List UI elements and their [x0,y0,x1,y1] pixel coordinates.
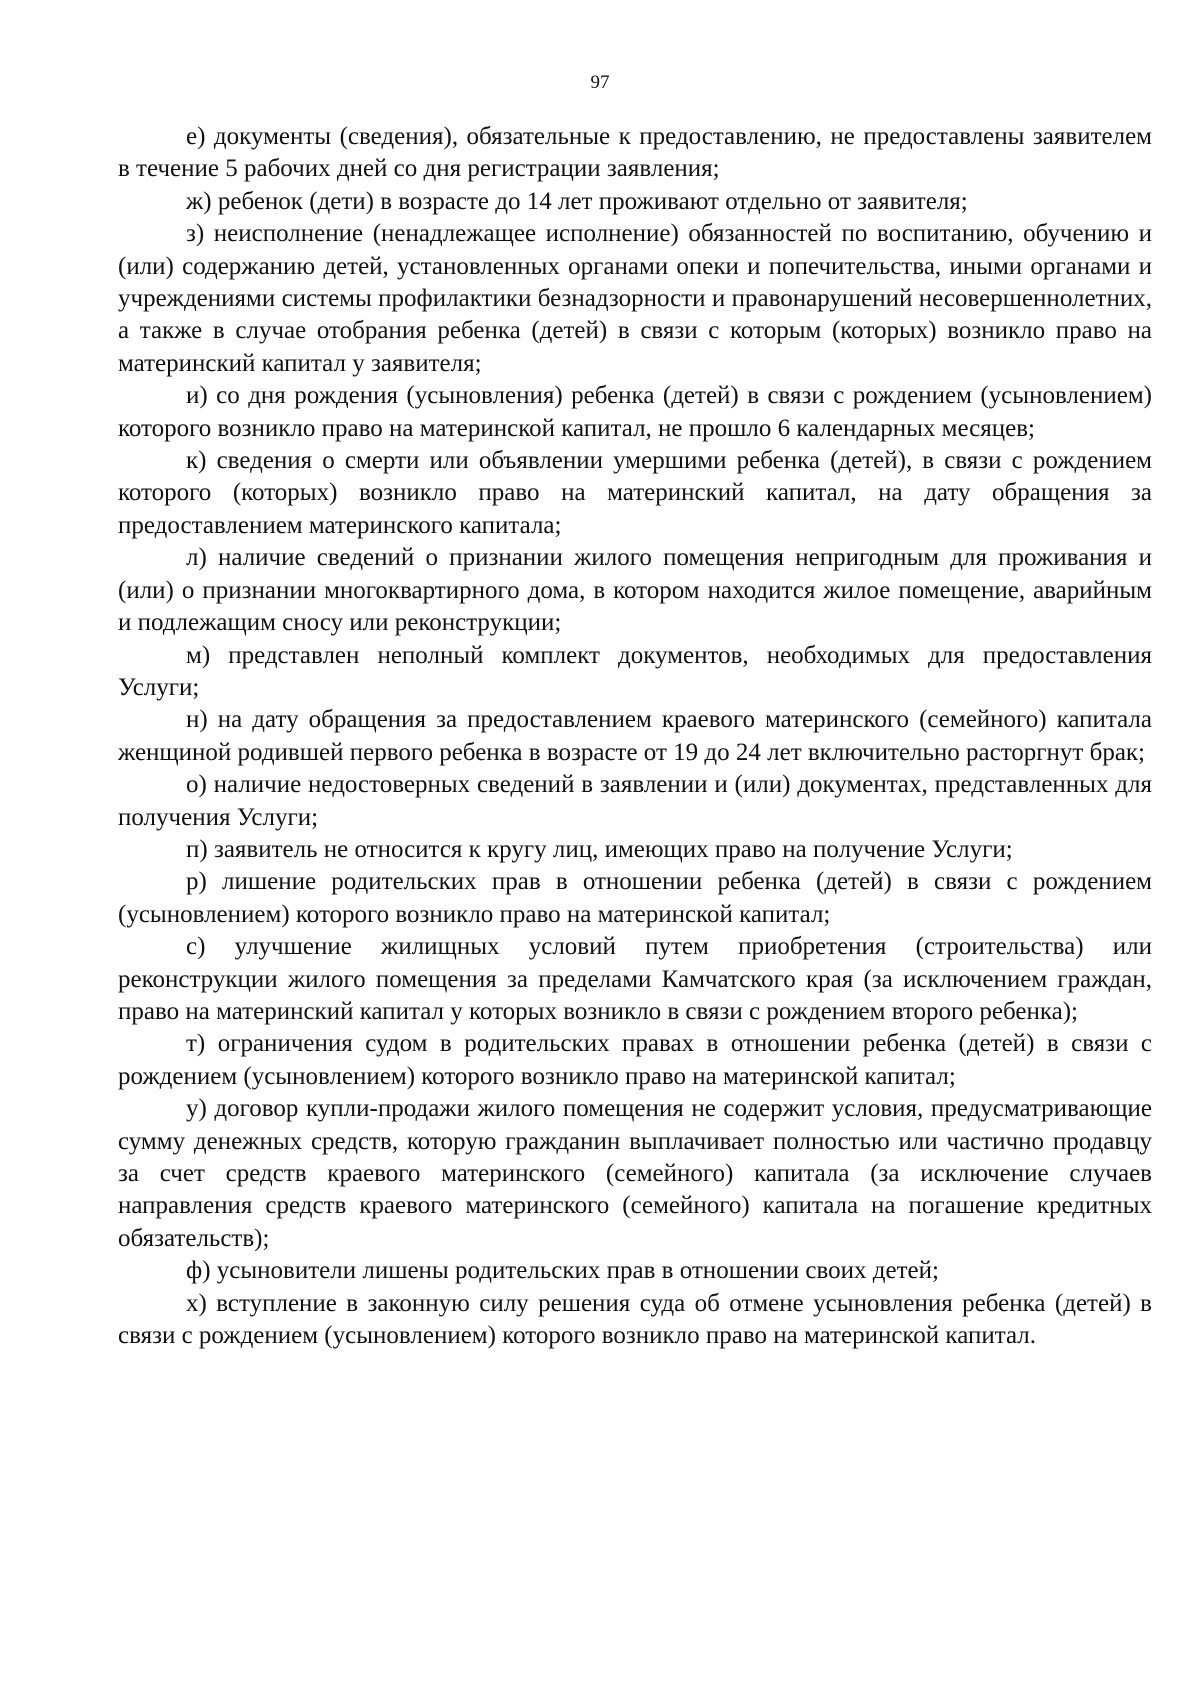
list-item-t: т) ограничения судом в родительских правах в отношении ребенка (детей) в связи с рождением (усыновлением) которого возникло право на материнской капитал; [118,1030,1152,1090]
list-item-f: ф) усыновители лишены родительских прав в отношении своих детей; [186,1257,939,1285]
list-item-k: к) сведения о смерти или объявлении умершими ребенка (детей), в связи с рождением которого (которых) возникло право на материнский капитал, на дату обращения за предоставлением материнского капитала; [118,447,1152,539]
list-item-kh: х) вступление в законную силу решения суда об отмене усыновления ребенка (детей) в связи с рождением (усыновлением) которого возникло право на материнской капитал. [118,1289,1152,1350]
list-item-i: и) со дня рождения (усыновления) ребенка (детей) в связи с рождением (усыновлением) которого возникло право на материнской капитал, не прошло 6 календарных месяцев; [118,382,1152,442]
list-item-o: о) наличие недостоверных сведений в заявлении и (или) документах, представленных для получения Услуги; [118,771,1152,831]
list-item-u: у) договор купли-продажи жилого помещения не содержит условия, предусматривающие сумму денежных средств, которую гражданин выплачивает полностью или частично продавцу за счет средств краевого материнского (семейного) капитала (за исключение случаев направления средств краевого материнского (семейного) капитала на погашение кредитных обязательств); [118,1095,1152,1252]
document-body [118,121,1152,1352]
list-item-e: е) документы (сведения), обязательные к предоставлению, не предоставлены заявителем в течение 5 рабочих дней со дня регистрации заявления; [118,123,1152,183]
list-item-n: н) на дату обращения за предоставлением краевого материнского (семейного) капитала женщиной родившей первого ребенка в возрасте от 19 до 24 лет включительно расторгнут брак; [118,706,1152,766]
list-item-zh: ж) ребенок (дети) в возрасте до 14 лет проживают отдельно от заявителя; [186,187,968,215]
list-item-p: п) заявитель не относится к кругу лиц, имеющих право на получение Услуги; [186,835,1013,863]
list-item-s: с) улучшение жилищных условий путем приобретения (строительства) или реконструкции жилого помещения за пределами Камчатского края (за исключением граждан, право на материнский капитал у которых возникло в связи с рождением второго ребенка); [118,933,1152,1025]
page-number: 97 [590,72,610,93]
list-item-m: м) представлен неполный комплект документов, необходимых для предоставления Услуги; [118,641,1152,701]
list-item-z: з) неисполнение (ненадлежащее исполнение) обязанностей по воспитанию, обучению и (или) содержанию детей, установленных органами опеки и попечительства, иными органами и учреждениями системы профилактики безнадзорности и правонарушений несовершеннолетних, а также в случае отобрания ребенка (детей) в связи с которым (которых) возникло право на материнский капитал у заявителя; [118,220,1152,377]
list-item-r: р) лишение родительских прав в отношении ребенка (детей) в связи с рождением (усыновлением) которого возникло право на материнской капитал; [118,868,1152,928]
list-item-l: л) наличие сведений о признании жилого помещения непригодным для проживания и (или) о признании многоквартирного дома, в котором находится жилое помещение, аварийным и подлежащим сносу или реконструкции; [118,544,1152,637]
